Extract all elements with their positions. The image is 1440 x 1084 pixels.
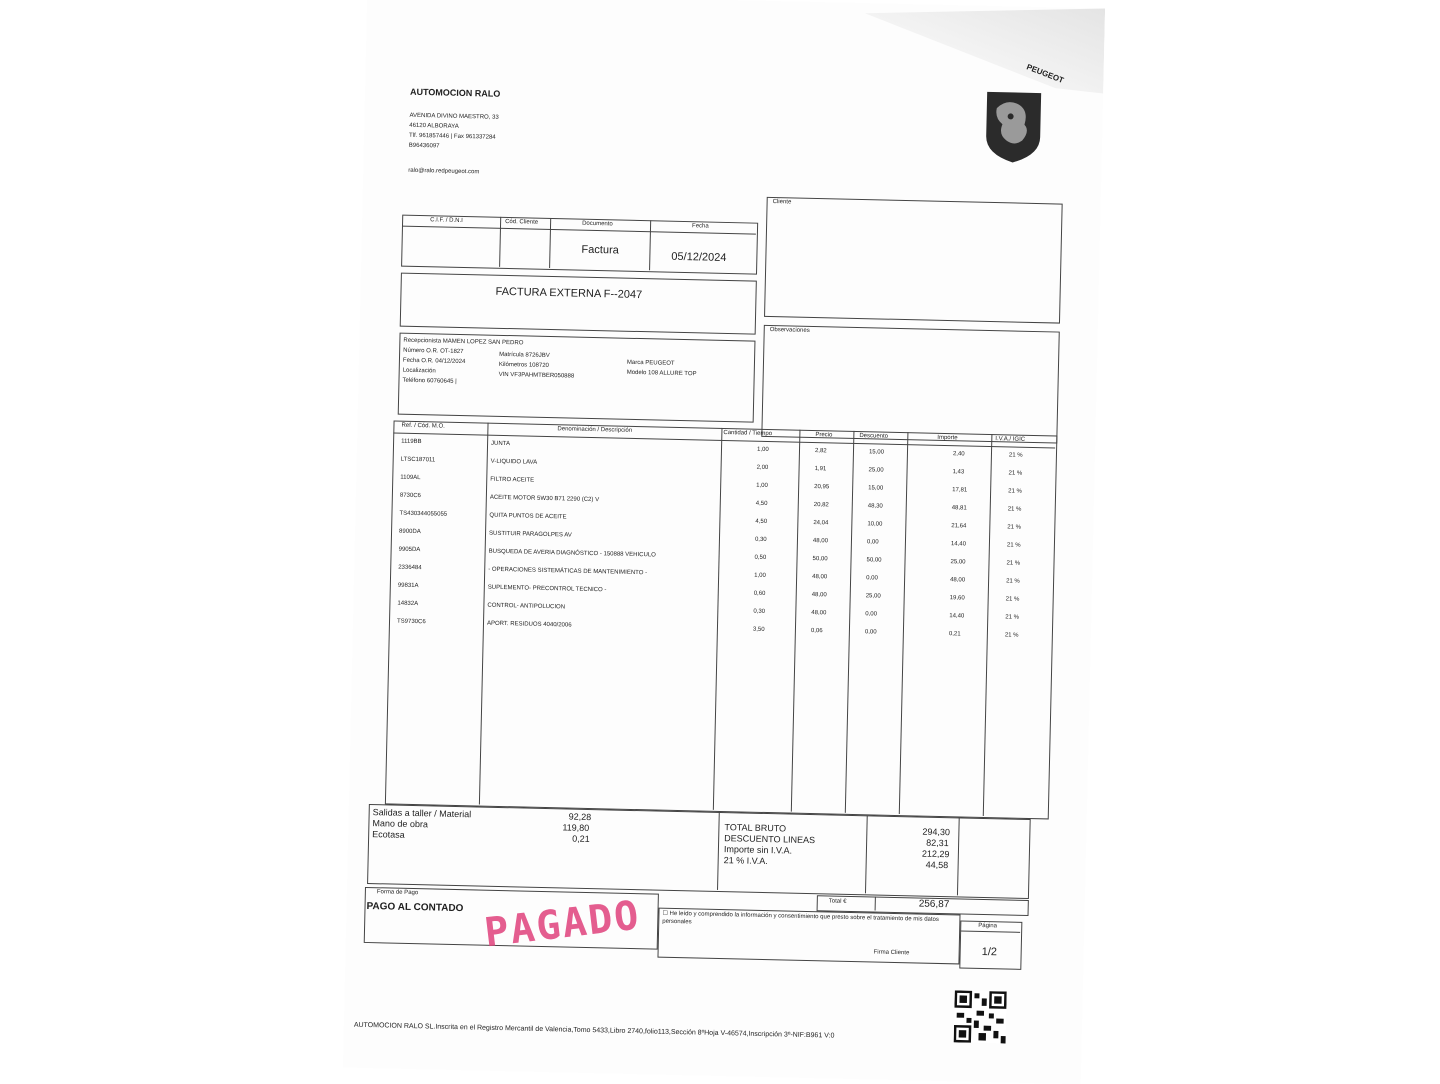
summary-label-ecotax: Ecotasa — [372, 829, 405, 840]
vehicle-model: Modelo 108 ALLURE TOP — [626, 369, 697, 378]
cell-ref: 8900DA — [398, 528, 421, 536]
cell-ref: LTSC187011 — [400, 456, 436, 464]
cell-qty: 4,50 — [755, 500, 768, 507]
cell-ref: 1119BB — [401, 438, 422, 446]
cell-qty: 1,00 — [756, 446, 769, 453]
col-quantity: Cantidad / Tiempo — [723, 429, 773, 438]
cell-disc: 0,00 — [865, 611, 878, 618]
invoice-page — [343, 0, 1105, 1084]
total-value-vat: 44,58 — [925, 859, 949, 871]
cell-qty: 0,60 — [753, 590, 766, 597]
col-discount: Descuento — [859, 433, 889, 440]
invoice-title-box — [400, 273, 757, 335]
page-label: Página — [978, 922, 998, 930]
cell-disc: 15,00 — [868, 449, 885, 456]
summary-label-labour: Mano de obra — [372, 818, 429, 830]
company-name: AUTOMOCION RALO — [409, 86, 501, 99]
cell-disc: 10,00 — [867, 521, 883, 528]
col-ref: Ref. / Cód. M.O. — [401, 422, 445, 430]
cell-amount: 2,40 — [952, 451, 965, 458]
qr-code-icon — [954, 990, 1007, 1043]
label-date: Fecha — [691, 223, 709, 230]
cell-amount: 1,43 — [952, 469, 965, 476]
col-vat: I.V.A./ IGIC — [995, 436, 1026, 443]
cell-ref: 8730C6 — [399, 492, 421, 500]
vehicle-info-box — [398, 333, 756, 423]
footer-legal: AUTOMOCION RALO SL.Inscrita en el Registro Mercantil de Valencia,Tomo 5433,Libro 2740,folio113,Sección 8ºHoja V-46574,Inscripción 3º-NIF:B961 V:0 — [353, 1021, 835, 1040]
summary-value-material: 92,28 — [568, 811, 592, 823]
col-price: Precio — [815, 432, 833, 439]
vehicle-vin: VIN VF3PAHMTBER050888 — [498, 371, 575, 380]
observations-label: Observaciones — [769, 326, 810, 334]
consent-text: ☐ He leído y comprendido la información y consentimiento que presto sobre el tratamiento de mis datos personales — [662, 910, 939, 926]
cell-desc: FILTRO ACEITE — [490, 476, 535, 484]
col-amount: Importe — [937, 434, 958, 442]
cell-price: 20,95 — [814, 484, 830, 491]
or-number: Número O.R. OT-1827 — [403, 347, 464, 356]
page-number: 1/2 — [981, 945, 998, 959]
cell-ref: 99831A — [397, 582, 419, 590]
cell-vat: 21 % — [1007, 524, 1022, 531]
cell-disc: 25,00 — [868, 467, 884, 474]
cell-price: 1,91 — [814, 466, 827, 473]
cell-vat: 21 % — [1008, 452, 1023, 459]
cell-disc: 0,00 — [866, 575, 878, 582]
cell-ref: TS430344055055 — [399, 510, 448, 518]
company-email: ralo@ralo.redpeugeot.com — [408, 167, 480, 176]
or-date: Fecha O.R. 04/12/2024 — [402, 357, 466, 366]
total-label-vat: 21 % I.V.A. — [723, 855, 768, 867]
cell-desc: CONTROL- ANTIPOLUCION — [487, 602, 566, 611]
label-cif: C.I.F. / D.N.I — [430, 217, 463, 224]
cell-ref: 9905DA — [398, 546, 421, 554]
total-value-gross: 294,30 — [922, 826, 951, 838]
cell-price: 50,00 — [812, 556, 828, 563]
cell-vat: 21 % — [1006, 578, 1020, 585]
total-value-net: 212,29 — [921, 848, 950, 860]
cell-amount: 14,40 — [950, 541, 966, 548]
cell-desc: JUNTA — [491, 440, 511, 448]
cell-vat: 21 % — [1008, 470, 1023, 477]
payment-method: PAGO AL CONTADO — [366, 900, 464, 915]
brand-word: PEUGEOT — [1025, 62, 1066, 85]
cell-amount: 19,60 — [949, 595, 965, 602]
cell-qty: 0,30 — [753, 608, 766, 615]
cell-amount: 0,21 — [948, 631, 961, 638]
total-label-gross: TOTAL BRUTO — [724, 822, 787, 834]
cell-desc: SUPLEMENTO- PRECONTROL TECNICO - — [487, 584, 607, 594]
cell-vat: 21 % — [1005, 614, 1020, 621]
signature-label: Firma Cliente — [873, 949, 910, 957]
cell-vat: 21 % — [1004, 632, 1019, 639]
cell-ref: 14832A — [397, 600, 419, 608]
cell-ref: TS9730C6 — [396, 618, 426, 626]
cell-vat: 21 % — [1006, 542, 1021, 549]
cell-qty: 1,00 — [756, 482, 768, 489]
company-address: AVENIDA DIVINO MAESTRO, 33 — [409, 112, 499, 121]
receptionist: Recepcionista MAMEN LOPEZ SAN PEDRO — [403, 337, 524, 347]
cell-desc: BUSQUEDA DE AVERIA DIAGNÓSTICO - 150888 VEHICULO — [488, 548, 656, 559]
summary-label-material: Salidas a taller / Material — [372, 807, 472, 820]
total-value: 256,87 — [918, 898, 950, 911]
cell-vat: 21 % — [1008, 488, 1022, 495]
payment-label: Forma de Pago — [376, 889, 419, 897]
client-label: Cliente — [772, 199, 792, 206]
company-city: 46120 ALBORAYA — [409, 122, 459, 130]
cell-amount: 21,64 — [951, 523, 967, 530]
page-curl — [863, 3, 1105, 93]
cell-disc: 50,00 — [866, 557, 882, 564]
cell-amount: 17,81 — [952, 487, 968, 494]
client-box — [764, 197, 1063, 324]
vehicle-km: Kilómetros 108720 — [498, 361, 549, 369]
document-type: Factura — [581, 243, 619, 257]
cell-desc: QUITA PUNTOS DE ACEITE — [489, 512, 567, 521]
cell-price: 48,00 — [812, 538, 829, 545]
cell-desc: ACEITE MOTOR 5W30 B71 2290 (C2) V — [489, 494, 600, 504]
cell-qty: 4,50 — [755, 518, 768, 525]
vehicle-plate: Matrícula 8726JBV — [499, 351, 550, 359]
cell-price: 0,06 — [810, 627, 823, 635]
cell-qty: 0,30 — [754, 536, 767, 543]
cell-amount: 14,40 — [949, 613, 965, 620]
col-description: Denominación / Descripción — [557, 426, 633, 434]
total-value-discount: 82,31 — [926, 837, 949, 849]
cell-disc: 15,00 — [868, 485, 884, 492]
company-cif: B96436097 — [408, 142, 440, 150]
cell-price: 48,00 — [811, 592, 827, 599]
location: Localización — [402, 367, 436, 375]
cell-qty: 1,00 — [754, 572, 766, 579]
total-label: Total € — [828, 898, 847, 905]
cell-vat: 21 % — [1005, 596, 1020, 603]
cell-ref: 1109AL — [400, 474, 421, 482]
cell-price: 48,00 — [811, 610, 827, 617]
total-label-net: Importe sin I.V.A. — [723, 844, 793, 856]
peugeot-lion-logo — [982, 88, 1046, 165]
cell-price: 20,82 — [813, 502, 829, 509]
cell-qty: 0,50 — [754, 554, 767, 561]
summary-value-ecotax: 0,21 — [572, 833, 590, 845]
cell-desc: APORT. RESIDUOS 4040/2006 — [486, 620, 572, 629]
label-document: Documento — [582, 220, 613, 228]
cell-disc: 48,30 — [867, 503, 883, 510]
cell-ref: 2336484 — [398, 564, 422, 572]
summary-value-labour: 119,80 — [562, 822, 590, 834]
vehicle-make: Marca PEUGEOT — [626, 359, 675, 367]
cell-vat: 21 % — [1006, 560, 1021, 567]
company-phone: Tlf. 961857446 | Fax 961337284 — [408, 132, 496, 141]
cell-amount: 25,00 — [950, 559, 966, 566]
cell-price: 48,00 — [812, 574, 828, 581]
invoice-title: FACTURA EXTERNA F--2047 — [495, 285, 643, 302]
cell-amount: 48,81 — [951, 505, 967, 512]
cell-desc: SUSTITUIR PARAGOLPES AV — [488, 530, 572, 539]
cell-vat: 21 % — [1007, 506, 1022, 513]
cell-disc: 25,00 — [865, 593, 881, 600]
cell-disc: 0,00 — [866, 539, 879, 546]
cell-desc: - OPERACIONES SISTEMÁTICAS DE MANTENIMIENTO - — [488, 566, 648, 577]
cell-qty: 2,00 — [756, 464, 769, 471]
cell-disc: 0,00 — [864, 629, 877, 636]
cell-desc: V-LIQUIDO LAVA — [490, 458, 538, 466]
cell-qty: 3,50 — [752, 626, 765, 633]
label-client-code: Cód. Cliente — [505, 218, 539, 226]
cell-amount: 48,00 — [950, 577, 966, 584]
observations-box — [761, 325, 1059, 444]
cell-price: 2,82 — [814, 448, 827, 455]
cell-price: 24,04 — [813, 520, 829, 527]
total-label-discount: DESCUENTO LINEAS — [724, 833, 816, 846]
document-date: 05/12/2024 — [671, 250, 727, 264]
paid-stamp: PAGADO — [482, 892, 643, 957]
vehicle-phone: Teléfono 60760645 | — [402, 377, 457, 385]
